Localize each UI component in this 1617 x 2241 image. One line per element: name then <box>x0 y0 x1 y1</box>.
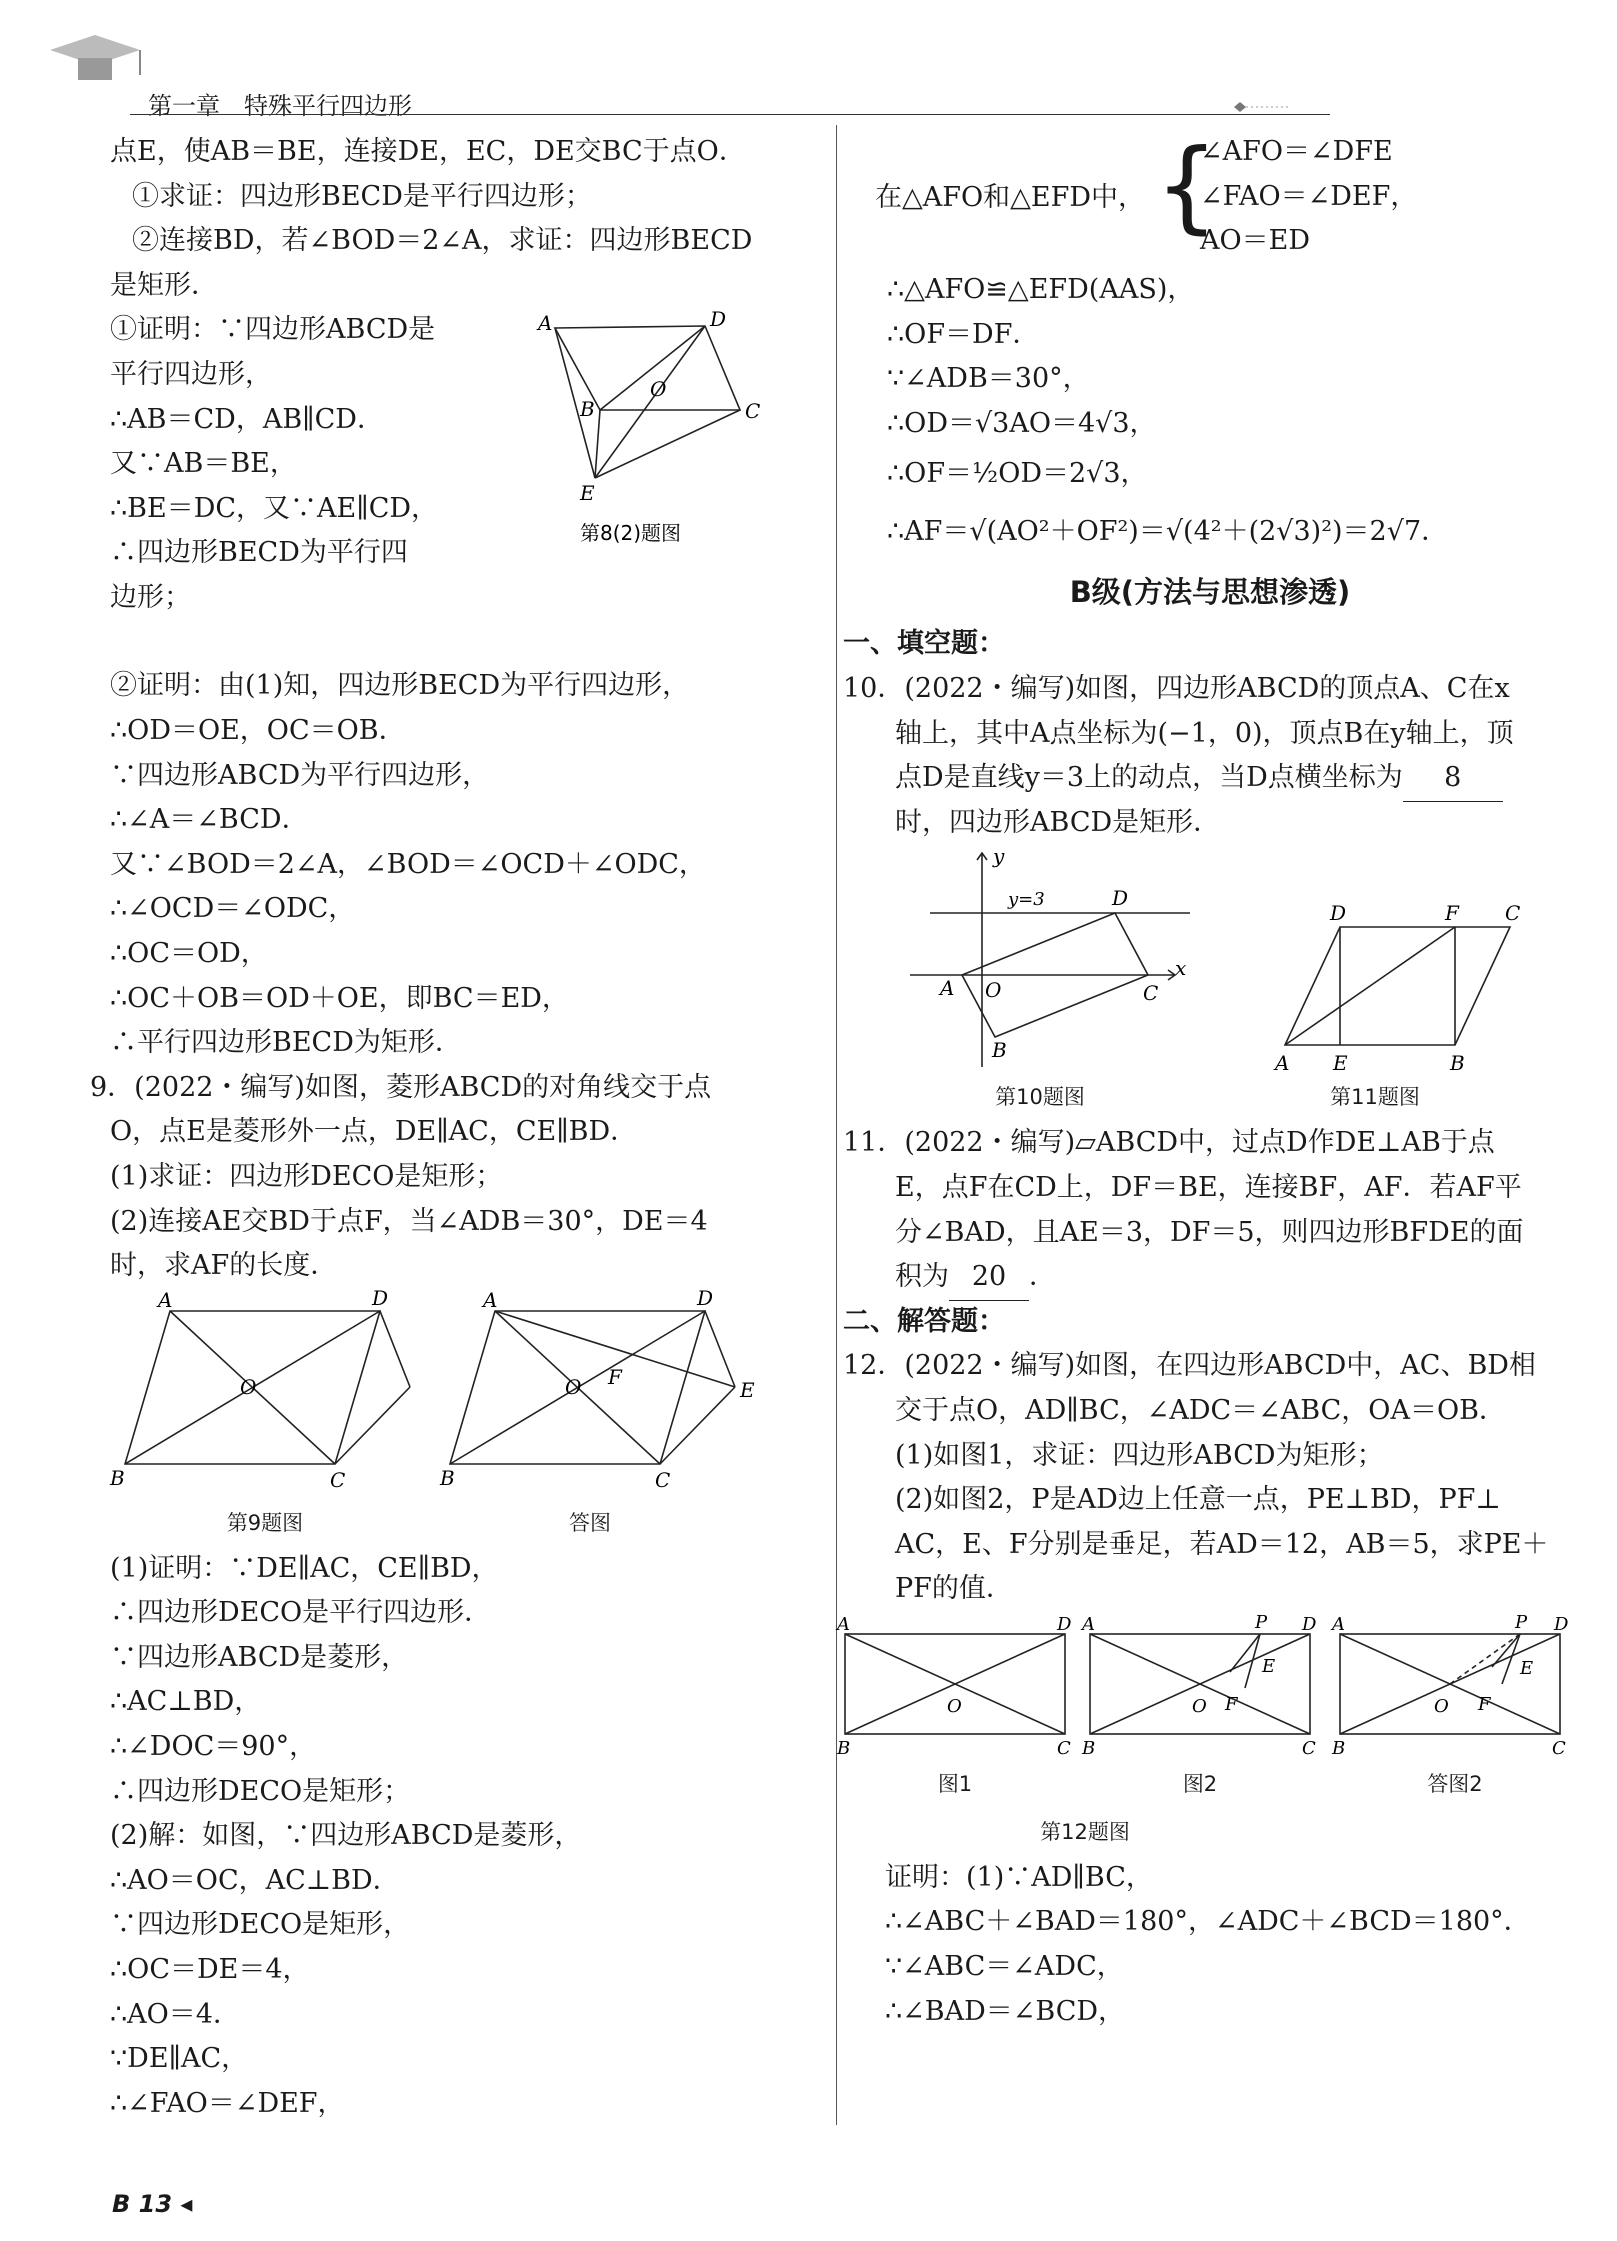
text-line: (2)连接AE交BD于点F，当∠ADB＝30°，DE＝4 <box>110 1205 708 1237</box>
header-rule <box>130 114 1330 115</box>
diamond-icon <box>1230 100 1290 114</box>
q10-blank-line <box>855 756 1565 801</box>
brace: { <box>1155 127 1219 244</box>
section-fill-blank: 一、填空题： <box>843 628 1005 660</box>
text-line: O，点E是菱形外一点，DE∥AC，CE∥BD． <box>110 1116 638 1148</box>
label-D: D <box>697 1285 714 1310</box>
caption-fig8: 第8(2)题图 <box>580 521 682 546</box>
text-line: ∴△AFO≌△EFD(AAS)， <box>887 274 1195 305</box>
text-line: ∴OF＝½OD＝2√3， <box>887 458 1148 490</box>
left-column <box>90 130 830 2126</box>
text-line: ∴∠FAO＝∠DEF， <box>110 2087 345 2119</box>
label-E: E <box>1262 1655 1276 1677</box>
text-line: (1)如图1，求证：四边形ABCD为矩形； <box>895 1439 1384 1471</box>
label-E: E <box>1333 1051 1348 1076</box>
text-line: ∴OF＝DF． <box>887 318 1040 350</box>
label-C: C <box>1505 901 1521 926</box>
label-D: D <box>1554 1613 1569 1635</box>
label-F: F <box>1225 1693 1238 1715</box>
text-line: ∴OD＝OE，OC＝OB． <box>110 714 406 746</box>
label-D: D <box>372 1285 389 1310</box>
label-B: B <box>440 1465 455 1490</box>
page-number: B 13 ◂ <box>112 2190 193 2218</box>
q11-answer: 20 <box>949 1255 1029 1301</box>
label-O: O <box>240 1374 257 1399</box>
label-A: A <box>837 1613 850 1635</box>
text-line: 证明：(1)∵AD∥BC， <box>885 1861 1153 1893</box>
label-A: A <box>940 976 955 1001</box>
text-fragment: 积为 <box>895 1261 949 1293</box>
label-C: C <box>655 1467 671 1492</box>
label-B: B <box>837 1737 851 1759</box>
label-O: O <box>1434 1695 1449 1717</box>
chapter-title: 第一章 特殊平行四边形 <box>148 92 412 120</box>
label-O: O <box>565 1374 582 1399</box>
label-D: D <box>710 307 727 332</box>
figure-12-answer <box>1330 1612 1575 1762</box>
label-O: O <box>1192 1695 1207 1717</box>
text-line: ∴四边形BECD为平行四 <box>110 537 408 569</box>
text-line: AO＝ED <box>1200 225 1310 257</box>
column-divider <box>836 125 837 2125</box>
label-B: B <box>1082 1737 1096 1759</box>
text-line: (1)证明：∵DE∥AC，CE∥BD， <box>110 1552 499 1584</box>
system-prefix: 在△AFO和△EFD中， <box>875 182 1145 213</box>
label-C: C <box>1302 1737 1316 1759</box>
text-line: ∴AC⊥BD， <box>110 1686 262 1718</box>
label-C: C <box>330 1467 346 1492</box>
label-P: P <box>1255 1611 1268 1633</box>
label-B: B <box>992 1038 1007 1063</box>
text-line: ∴OC＋OB＝OD＋OE，即BC＝ED， <box>110 982 569 1014</box>
text-line: (2)如图2，P是AD边上任意一点，PE⊥BD，PF⊥ <box>895 1484 1501 1516</box>
text-line: ∴四边形DECO是平行四边形． <box>110 1597 492 1629</box>
text-line: 交于点O，AD∥BC，∠ADC＝∠ABC，OA＝OB． <box>895 1394 1506 1426</box>
label-O: O <box>947 1695 962 1717</box>
page-header <box>0 0 1617 120</box>
label-B: B <box>580 397 595 422</box>
label-A: A <box>538 311 553 336</box>
label-O: O <box>985 978 1002 1003</box>
text-line: ∵四边形DECO是矩形， <box>110 1909 411 1941</box>
label-y: y <box>993 844 1005 869</box>
label-F: F <box>608 1364 622 1389</box>
text-line: 9．(2022・编写)如图，菱形ABCD的对角线交于点 <box>90 1071 712 1103</box>
figure-11 <box>1265 845 1545 1075</box>
label-B: B <box>1450 1051 1465 1076</box>
figure-9-answer <box>440 1285 755 1499</box>
text-line: 11．(2022・编写)▱ABCD中，过点D作DE⊥AB于点 <box>843 1127 1495 1159</box>
label-E: E <box>1520 1657 1534 1679</box>
text-line: ∵四边形ABCD是菱形， <box>110 1641 409 1673</box>
text-line: 是矩形． <box>110 269 218 301</box>
text-line: 10．(2022・编写)如图，四边形ABCD的顶点A、C在x <box>843 672 1510 704</box>
label-E: E <box>740 1377 755 1402</box>
text-line: AC，E、F分别是垂足，若AD＝12，AB＝5，求PE＋ <box>895 1528 1549 1560</box>
label-F: F <box>1478 1693 1491 1715</box>
section-answer: 二、解答题： <box>843 1305 1005 1337</box>
text-line: 12．(2022・编写)如图，在四边形ABCD中，AC、BD相 <box>843 1350 1536 1382</box>
label-B: B <box>1332 1737 1346 1759</box>
text-line: ∴∠OCD＝∠ODC， <box>110 893 356 925</box>
graduation-cap-icon <box>40 30 150 100</box>
text-line: ∴∠A＝∠BCD． <box>110 804 309 836</box>
text-line: ∵DE∥AC， <box>110 2043 249 2075</box>
label-C: C <box>1143 981 1159 1006</box>
text-line: ∴四边形DECO是矩形； <box>110 1775 411 1807</box>
text-line: 分∠BAD，且AE＝3，DF＝5，则四边形BFDE的面 <box>895 1216 1524 1248</box>
label-D: D <box>1302 1613 1317 1635</box>
text-line: 时，求AF的长度． <box>110 1250 338 1282</box>
text-line: 平行四边形， <box>110 358 272 390</box>
right-column <box>837 127 1569 2034</box>
text-fragment: 点D是直线y＝3上的动点，当D点横坐标为 <box>895 762 1403 794</box>
text-line: ∴∠ABC＋∠BAD＝180°，∠ADC＋∠BCD＝180°． <box>885 1906 1531 1938</box>
text-line: E，点F在CD上，DF＝BE，连接BF，AF．若AF平 <box>895 1171 1522 1203</box>
label-F: F <box>1445 901 1459 926</box>
problem12-figures <box>835 1611 1569 1762</box>
text-line: ∵∠ADB＝30°， <box>887 363 1090 395</box>
section-heading: B级(方法与思想渗透) <box>1069 575 1351 610</box>
label-A: A <box>1332 1613 1345 1635</box>
figure-10 <box>900 845 1230 1075</box>
label-D: D <box>1330 901 1347 926</box>
text-line: ∵∠ABC＝∠ADC， <box>885 1951 1124 1983</box>
label-C: C <box>1552 1737 1566 1759</box>
text-line: ①求证：四边形BECD是平行四边形； <box>132 180 592 212</box>
problem10-11-figures <box>855 845 1565 1075</box>
problem10-11-captions <box>855 1075 1565 1121</box>
text-line: ∴∠BAD＝∠BCD， <box>885 1995 1126 2027</box>
figure-8-2 <box>530 307 830 546</box>
problem9-captions <box>110 1501 830 1547</box>
label-P: P <box>1515 1611 1528 1633</box>
caption-fig12-2: 图2 <box>1182 1771 1218 1796</box>
caption-fig11: 第11题图 <box>1330 1085 1420 1110</box>
text-line: ②证明：由(1)知，四边形BECD为平行四边形， <box>110 670 690 702</box>
text-line: 边形； <box>110 581 191 613</box>
caption-fig12: 第12题图 <box>1040 1819 1130 1844</box>
text-line: ∴AF＝√(AO²＋OF²)＝√(4²＋(2√3)²)＝2√7． <box>887 516 1449 548</box>
label-D: D <box>1057 1613 1072 1635</box>
problem8-block <box>110 308 830 664</box>
text-line: ∴AB＝CD，AB∥CD． <box>110 403 384 435</box>
caption-fig9-answer: 答图 <box>569 1510 611 1535</box>
text-line: ②连接BD，若∠BOD＝2∠A，求证：四边形BECD <box>132 225 753 257</box>
text-line: ①证明：∵四边形ABCD是 <box>110 314 436 346</box>
text-line: 又∵∠BOD＝2∠A，∠BOD＝∠OCD＋∠ODC， <box>110 848 706 880</box>
label-y3: y=3 <box>1008 889 1045 911</box>
text-line: ∵四边形ABCD为平行四边形， <box>110 759 490 791</box>
label-C: C <box>745 399 761 424</box>
text-line: ∴平行四边形BECD为矩形． <box>110 1027 462 1059</box>
text-line: 点E，使AB＝BE，连接DE，EC，DE交BC于点O． <box>110 136 746 167</box>
q10-answer: 8 <box>1403 756 1503 802</box>
text-line: ∴OC＝DE＝4， <box>110 1954 310 1986</box>
text-line: PF的值． <box>895 1573 1013 1605</box>
label-C: C <box>1057 1737 1071 1759</box>
text-line: ∴OC＝OD， <box>110 937 268 969</box>
text-line: (2)解：如图，∵四边形ABCD是菱形， <box>110 1820 582 1852</box>
text-line: (1)求证：四边形DECO是矩形； <box>110 1160 503 1192</box>
text-line: 又∵AB＝BE， <box>110 448 297 480</box>
q11-blank-line: 积为 20 ． <box>855 1255 1565 1300</box>
label-E: E <box>580 481 595 506</box>
caption-fig9: 第9题图 <box>226 1510 304 1535</box>
text-line: ∠FAO＝∠DEF， <box>1200 180 1418 212</box>
figure-9 <box>110 1285 400 1499</box>
figure-12-2 <box>1080 1612 1320 1762</box>
label-D: D <box>1112 886 1129 911</box>
caption-fig10: 第10题图 <box>995 1085 1085 1110</box>
text-line: ∠AFO＝∠DFE <box>1200 136 1393 167</box>
page-number-text: B 13 <box>112 2190 173 2218</box>
text-line: ∴AO＝OC，AC⊥BD． <box>110 1864 400 1896</box>
text-line: 时，四边形ABCD是矩形． <box>895 806 1221 838</box>
label-A: A <box>158 1287 173 1312</box>
label-B: B <box>110 1465 125 1490</box>
figure-12-1 <box>835 1612 1070 1762</box>
caption-fig12-1: 图1 <box>937 1771 973 1796</box>
text-line: ∴BE＝DC，又∵AE∥CD， <box>110 492 439 524</box>
problem12-sublabels <box>835 1762 1565 1810</box>
problem9-figures <box>110 1285 830 1501</box>
text-line: ∴∠DOC＝90°， <box>110 1731 317 1763</box>
text-line: ∴AO＝4． <box>110 1998 240 2030</box>
label-A: A <box>1082 1613 1095 1635</box>
caption-fig12-answer: 答图2 <box>1427 1771 1483 1796</box>
text-line: 轴上，其中A点坐标为(−1，0)，顶点B在y轴上，顶 <box>895 717 1514 749</box>
label-A: A <box>483 1287 498 1312</box>
label-x: x <box>1175 956 1187 981</box>
equation-system <box>855 127 1565 268</box>
text-line: ∴OD＝√3AO＝4√3， <box>887 407 1157 439</box>
label-O: O <box>650 377 667 402</box>
label-A: A <box>1275 1051 1290 1076</box>
